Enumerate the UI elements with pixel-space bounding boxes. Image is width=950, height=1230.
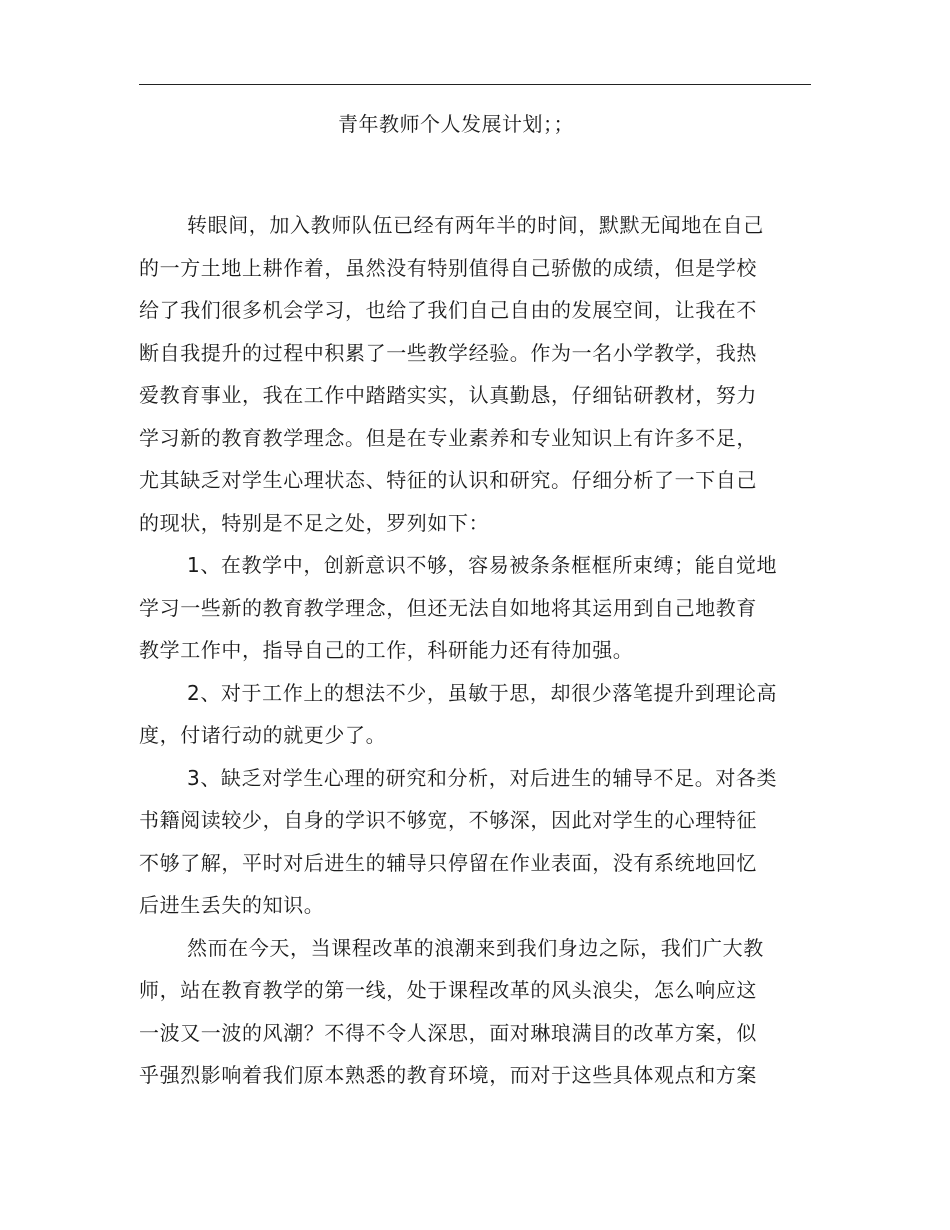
body-line: 师，站在教育教学的第一线，处于课程改革的风头浪尖，怎么响应这	[139, 978, 757, 1002]
body-line: 不够了解，平时对后进生的辅导只停留在作业表面，没有系统地回忆	[139, 850, 757, 875]
body-line: 断自我提升的过程中积累了一些教学经验。作为一名小学教学，我热	[139, 340, 757, 365]
document-body	[139, 209, 779, 1102]
body-line: 爱教育事业，我在工作中踏踏实实，认真勤恳，仔细钻研教材，努力	[139, 383, 757, 407]
body-line: 转眼间，加入教师队伍已经有两年半的时间，默默无闻地在自己	[187, 213, 764, 237]
body-line: 书籍阅读较少，自身的学识不够宽，不够深，因此对学生的心理特征	[139, 808, 757, 832]
body-line: 一波又一波的风潮？不得不令人深思，面对琳琅满目的改革方案，似	[139, 1020, 757, 1045]
body-line: 后进生丢失的知识。	[139, 893, 325, 917]
header-rule	[139, 84, 811, 85]
body-line: 的现状，特别是不足之处，罗列如下：	[139, 510, 490, 535]
body-line: 学习一些新的教育教学理念，但还无法自如地将其运用到自己地教育	[139, 595, 757, 620]
body-line: 教学工作中，指导自己的工作，科研能力还有待加强。	[139, 638, 634, 662]
body-line: 2、对于工作上的想法不少，虽敏于思，却很少落笔提升到理论高	[187, 680, 778, 705]
body-line: 1、在教学中，创新意识不够，容易被条条框框所束缚；能自觉地	[187, 553, 778, 577]
body-line: 乎强烈影响着我们原本熟悉的教育环境，而对于这些具体观点和方案	[139, 1063, 757, 1087]
body-line: 3、缺乏对学生心理的研究和分析，对后进生的辅导不足。对各类	[187, 765, 778, 790]
body-line: 度，付诸行动的就更少了。	[139, 723, 387, 747]
body-line: 的一方土地上耕作着，虽然没有特别值得自己骄傲的成绩，但是学校	[139, 255, 757, 280]
document-title: 青年教师个人发展计划；；	[338, 112, 574, 136]
body-line: 给了我们很多机会学习，也给了我们自己自由的发展空间，让我在不	[139, 298, 757, 322]
body-line: 学习新的教育教学理念。但是在专业素养和专业知识上有许多不足，	[139, 425, 757, 450]
body-line: 然而在今天，当课程改革的浪潮来到我们身边之际，我们广大教	[187, 935, 764, 960]
body-line: 尤其缺乏对学生心理状态、特征的认识和研究。仔细分析了一下自己	[139, 468, 757, 492]
